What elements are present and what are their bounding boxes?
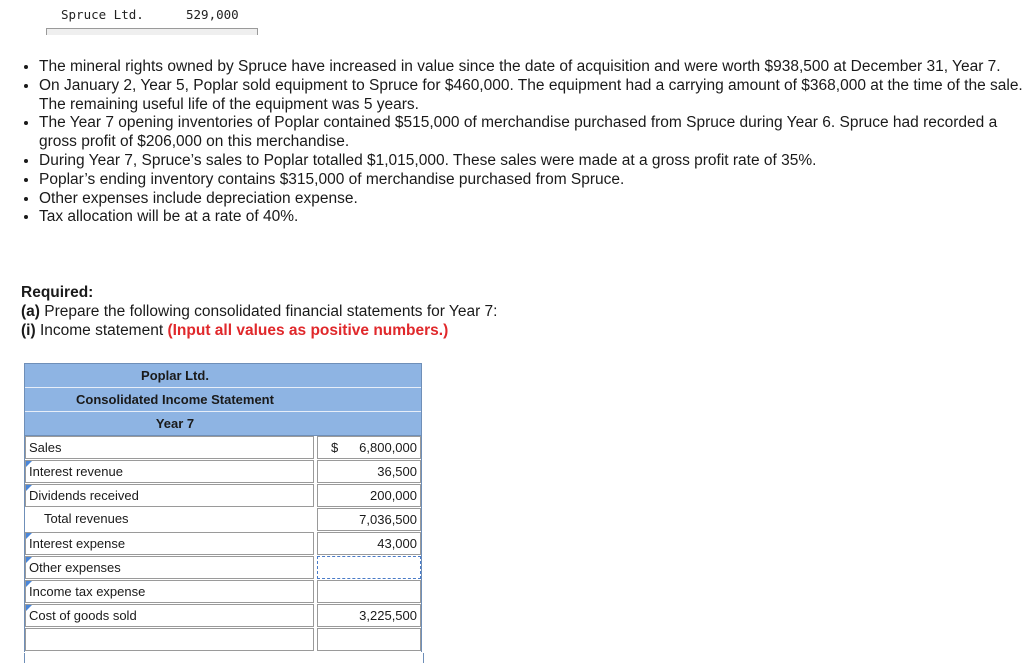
table-row bbox=[24, 484, 422, 508]
part-a-label: (a) bbox=[21, 303, 40, 320]
table-row bbox=[24, 628, 422, 652]
table-continuation bbox=[24, 653, 424, 663]
row-label-interest-revenue[interactable]: Interest revenue bbox=[25, 460, 314, 483]
amount-dividends[interactable]: 200,000 bbox=[317, 484, 421, 507]
fact-tax-rate: • Tax allocation will be at a rate of 40%. bbox=[39, 208, 1024, 227]
table-row bbox=[24, 556, 422, 580]
table-row bbox=[24, 436, 422, 460]
dropdown-marker-icon bbox=[26, 605, 32, 611]
table-row bbox=[24, 532, 422, 556]
row-label-total-revenues: Total revenues bbox=[44, 511, 129, 526]
row-label-sales[interactable]: Sales bbox=[25, 436, 314, 459]
amount-other-expenses-input[interactable] bbox=[317, 556, 421, 579]
row-label-cogs[interactable]: Cost of goods sold bbox=[25, 604, 314, 627]
amount-interest-expense[interactable]: 43,000 bbox=[317, 532, 421, 555]
fact-equipment-sale: • On January 2, Year 5, Poplar sold equipment to Spruce for $460,000. The equipment had a carrying amount of $368,000 at the time of the sale. The remaining useful life of the equipment was 5 years. bbox=[39, 77, 1024, 115]
fact-intercompany-sales: • During Year 7, Spruce’s sales to Poplar totalled $1,015,000. These sales were made at a gross profit rate of 35%. bbox=[39, 152, 1024, 171]
fact-ending-inventory: • Poplar’s ending inventory contains $315,000 of merchandise purchased from Spruce. bbox=[39, 171, 1024, 190]
table-row bbox=[24, 604, 422, 628]
facts-list bbox=[20, 58, 1024, 227]
statement-title: Consolidated Income Statement bbox=[25, 388, 421, 412]
amount-blank-input[interactable] bbox=[317, 628, 421, 651]
dropdown-marker-icon bbox=[26, 461, 32, 467]
income-statement-table bbox=[24, 363, 422, 652]
part-i-text: Income statement bbox=[35, 322, 168, 339]
dropdown-marker-icon bbox=[26, 557, 32, 563]
spruce-label: Spruce Ltd. bbox=[61, 7, 144, 22]
dropdown-marker-icon bbox=[26, 533, 32, 539]
spruce-value: 529,000 bbox=[186, 7, 239, 22]
row-label-interest-expense[interactable]: Interest expense bbox=[25, 532, 314, 555]
part-a-text: Prepare the following consolidated financial statements for Year 7: bbox=[39, 303, 498, 320]
dollar-sign: $ bbox=[331, 440, 339, 455]
table-row bbox=[24, 460, 422, 484]
row-label-blank[interactable] bbox=[25, 628, 314, 651]
dropdown-marker-icon bbox=[26, 581, 32, 587]
amount-income-tax-input[interactable] bbox=[317, 580, 421, 603]
statement-period: Year 7 bbox=[25, 412, 421, 436]
required-section bbox=[21, 283, 497, 340]
spruce-row bbox=[46, 0, 256, 36]
fact-mineral-rights: • The mineral rights owned by Spruce have increased in value since the date of acquisition and were worth $938,500 at December 31, Year 7. bbox=[39, 58, 1024, 77]
amount-cogs[interactable]: 3,225,500 bbox=[317, 604, 421, 627]
required-heading: Required: bbox=[21, 284, 94, 301]
company-name: Poplar Ltd. bbox=[25, 364, 421, 388]
dropdown-marker-icon bbox=[26, 485, 32, 491]
row-label-income-tax[interactable]: Income tax expense bbox=[25, 580, 314, 603]
table-row bbox=[24, 508, 422, 532]
amount-sales[interactable]: $ 6,800,000 bbox=[317, 436, 421, 459]
instruction-note: (Input all values as positive numbers.) bbox=[167, 322, 449, 339]
part-i-label: (i) bbox=[21, 322, 36, 339]
row-label-other-expenses[interactable]: Other expenses bbox=[25, 556, 314, 579]
amount-total-revenues[interactable]: 7,036,500 bbox=[317, 508, 421, 531]
amount-interest-revenue[interactable]: 36,500 bbox=[317, 460, 421, 483]
row-label-dividends[interactable]: Dividends received bbox=[25, 484, 314, 507]
table-edge bbox=[46, 28, 258, 35]
statement-header bbox=[24, 363, 422, 436]
fact-other-expenses: • Other expenses include depreciation expense. bbox=[39, 190, 1024, 209]
fact-opening-inventory: • The Year 7 opening inventories of Poplar contained $515,000 of merchandise purchased from Spruce during Year 6. Spruce had recorded a gross profit of $206,000 on this merchandise. bbox=[39, 114, 1024, 152]
table-row bbox=[24, 580, 422, 604]
